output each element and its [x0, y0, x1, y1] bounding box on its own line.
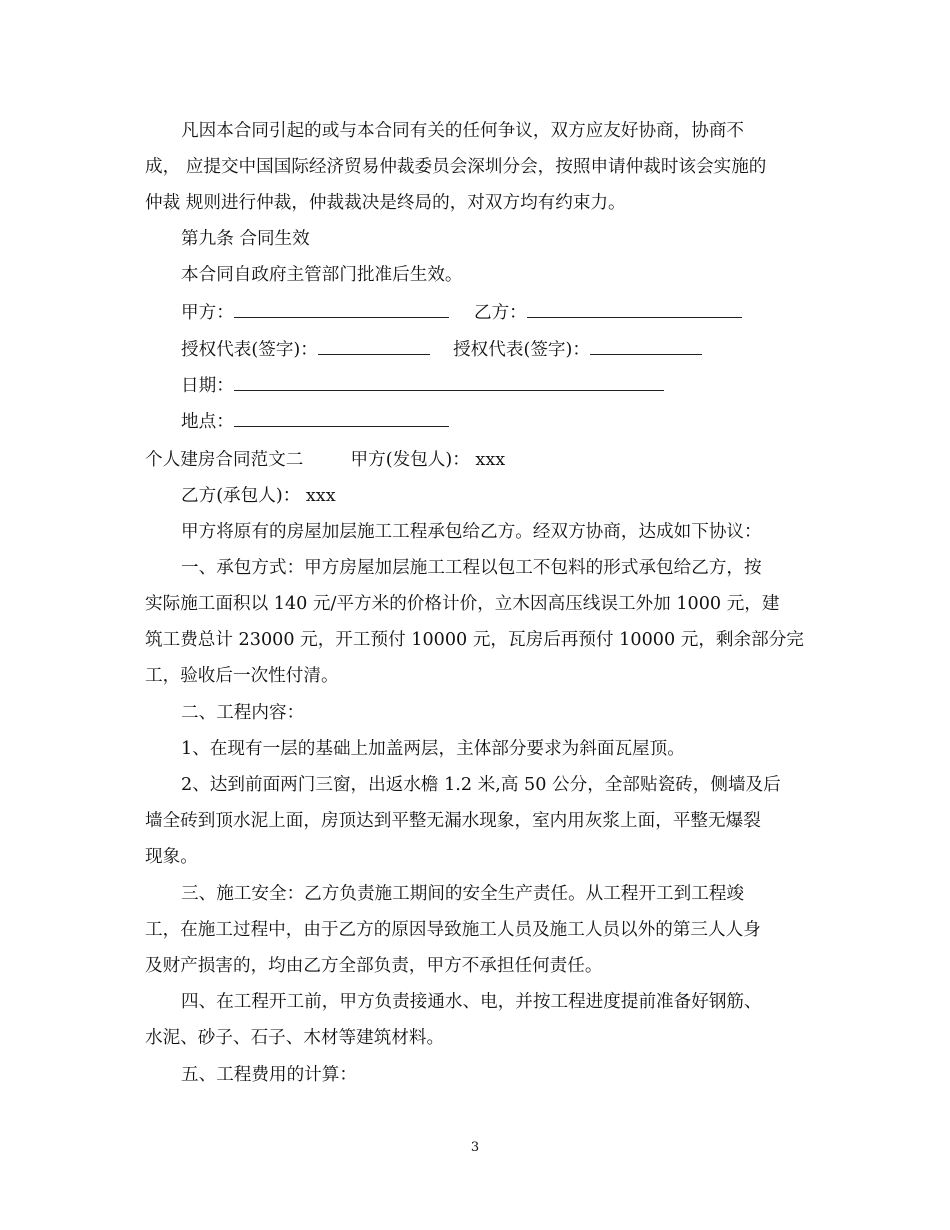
party-a-signature-line	[234, 303, 449, 318]
paragraph-line: 现象。	[145, 847, 198, 867]
date-line	[234, 376, 664, 391]
paragraph-line: 仲裁 规则进行仲裁，仲裁裁决是终局的，对双方均有约束力。	[145, 193, 626, 213]
contract2-party-b: 乙方(承包人)： xxx	[181, 486, 336, 506]
paragraph-line: 本合同自政府主管部门批准后生效。	[181, 265, 463, 285]
paragraph-line: 1、在现有一层的基础上加盖两层，主体部分要求为斜面瓦屋顶。	[181, 739, 685, 759]
signature-row-place	[181, 412, 449, 432]
place-label: 地点：	[181, 412, 234, 432]
place-line	[234, 412, 449, 427]
section-heading: 二、工程内容：	[181, 703, 305, 723]
rep-a-signature-line	[318, 340, 430, 355]
paragraph-line: 四、在工程开工前，甲方负责接通水、电，并按工程进度提前准备好钢筋、	[181, 992, 762, 1012]
signature-row-representatives	[181, 340, 702, 360]
paragraph-line: 墙全砖到顶水泥上面，房顶达到平整无漏水现象，室内用灰浆上面，平整无爆裂	[145, 811, 761, 831]
contract2-header	[145, 450, 505, 470]
paragraph-line: 工，在施工过程中，由于乙方的原因导致施工人员及施工人员以外的第三人人身	[145, 920, 761, 940]
date-label: 日期：	[181, 376, 234, 396]
party-b-signature-line	[527, 303, 742, 318]
paragraph-line: 成， 应提交中国国际经济贸易仲裁委员会深圳分会，按照申请仲裁时该会实施的	[145, 157, 767, 177]
party-a-label: 甲方：	[181, 303, 234, 323]
paragraph-line: 一、承包方式：甲方房屋加层施工工程以包工不包料的形式承包给乙方，按	[181, 558, 762, 578]
page-number: 3	[470, 1140, 480, 1155]
rep-a-label: 授权代表(签字)：	[181, 340, 318, 360]
paragraph-line: 三、施工安全：乙方负责施工期间的安全生产责任。从工程开工到工程竣	[181, 884, 745, 904]
paragraph-line: 及财产损害的，均由乙方全部负责，甲方不承担任何责任。	[145, 956, 603, 976]
paragraph-line: 筑工费总计 23000 元，开工预付 10000 元，瓦房后再预付 10000 元，剩余部分完	[145, 630, 804, 650]
paragraph-line: 2、达到前面两门三窗，出返水檐 1.2 米,高 50 公分，全部贴瓷砖，侧墙及后	[181, 775, 781, 795]
rep-b-label: 授权代表(签字)：	[453, 340, 590, 360]
section-heading: 五、工程费用的计算：	[181, 1065, 357, 1085]
signature-row-parties	[181, 303, 742, 323]
rep-b-signature-line	[590, 340, 702, 355]
paragraph-line: 甲方将原有的房屋加层施工工程承包给乙方。经双方协商，达成如下协议：	[181, 522, 762, 542]
contract2-title: 个人建房合同范文二	[145, 450, 304, 470]
signature-row-date	[181, 376, 664, 396]
paragraph-line: 凡因本合同引起的或与本合同有关的任何争议，双方应友好协商，协商不	[181, 121, 745, 141]
party-b-label: 乙方：	[473, 303, 527, 323]
paragraph-line: 工，验收后一次性付清。	[145, 666, 339, 686]
article-heading: 第九条 合同生效	[181, 229, 310, 249]
paragraph-line: 实际施工面积以 140 元/平方米的价格计价，立木因高压线误工外加 1000 元，建	[145, 594, 780, 614]
paragraph-line: 水泥、砂子、石子、木材等建筑材料。	[145, 1028, 445, 1048]
contract2-party-a: 甲方(发包人)： xxx	[350, 450, 506, 470]
